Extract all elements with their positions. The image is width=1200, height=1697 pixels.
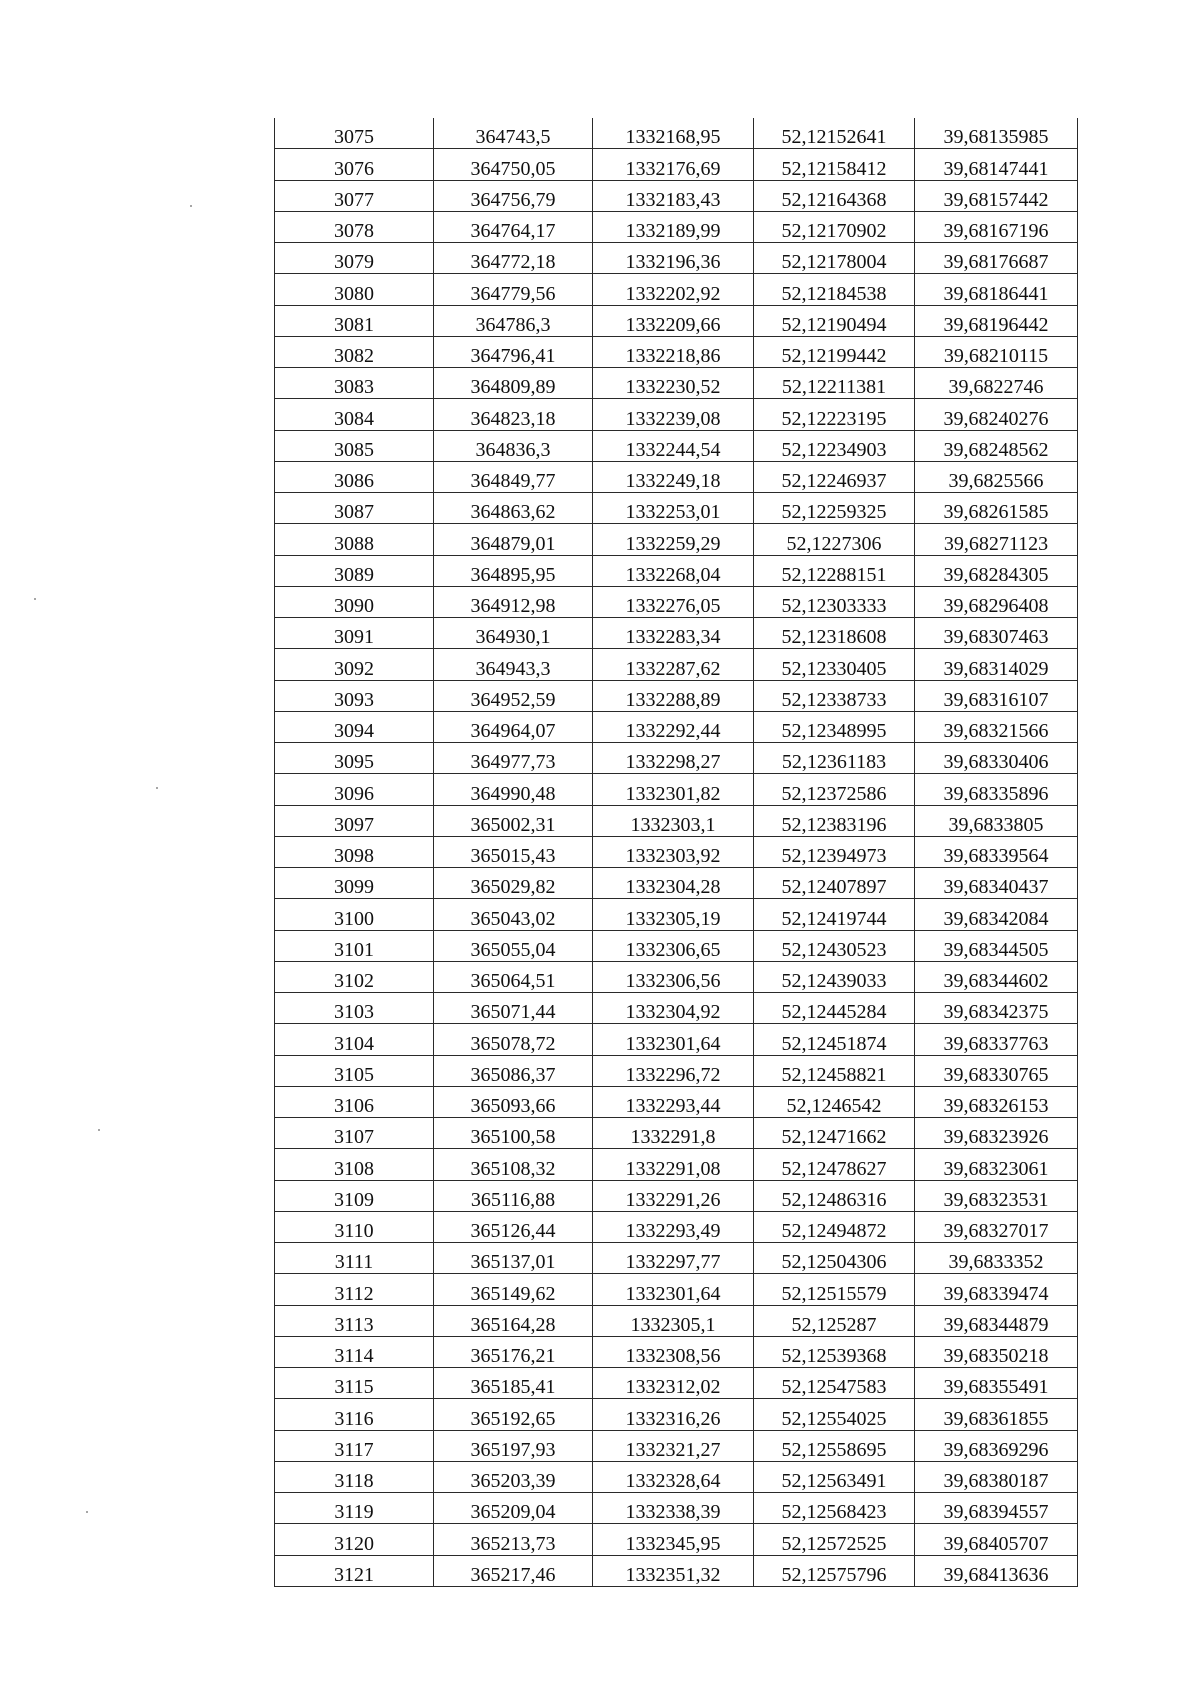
table-cell: 1332287,62 [593, 649, 754, 680]
table-cell: 1332189,99 [593, 211, 754, 242]
table-cell: 3108 [275, 1149, 434, 1180]
table-cell: 3086 [275, 461, 434, 492]
table-row [275, 180, 1078, 211]
table-cell: 3087 [275, 493, 434, 524]
table-cell: 364836,3 [434, 430, 593, 461]
table-cell: 1332308,56 [593, 1336, 754, 1367]
table-cell: 39,68344505 [915, 930, 1078, 961]
table-cell: 1332338,39 [593, 1493, 754, 1524]
table-cell: 364823,18 [434, 399, 593, 430]
table-cell: 39,6822746 [915, 368, 1078, 399]
table-cell: 39,68342375 [915, 993, 1078, 1024]
table-row [275, 1493, 1078, 1524]
table-cell: 39,68323926 [915, 1118, 1078, 1149]
table-cell: 1332291,26 [593, 1180, 754, 1211]
table-cell: 364743,5 [434, 118, 593, 149]
table-cell: 3121 [275, 1555, 434, 1586]
table-cell: 3115 [275, 1368, 434, 1399]
table-cell: 3120 [275, 1524, 434, 1555]
table-row [275, 1180, 1078, 1211]
table-cell: 365078,72 [434, 1024, 593, 1055]
table-cell: 3116 [275, 1399, 434, 1430]
table-cell: 39,68307463 [915, 618, 1078, 649]
table-cell: 365071,44 [434, 993, 593, 1024]
scan-speck [190, 205, 192, 207]
table-cell: 1332351,32 [593, 1555, 754, 1586]
table-cell: 1332196,36 [593, 243, 754, 274]
table-cell: 39,68210115 [915, 336, 1078, 367]
table-cell: 1332301,64 [593, 1274, 754, 1305]
table-cell: 39,68413636 [915, 1555, 1078, 1586]
table-row [275, 649, 1078, 680]
table-cell: 3077 [275, 180, 434, 211]
table-cell: 52,1246542 [754, 1086, 915, 1117]
table-cell: 39,68380187 [915, 1461, 1078, 1492]
table-cell: 3095 [275, 743, 434, 774]
table-cell: 3083 [275, 368, 434, 399]
table-row [275, 1336, 1078, 1367]
table-row [275, 1211, 1078, 1242]
scan-speck [86, 1511, 88, 1513]
scan-speck [98, 1129, 100, 1131]
table-cell: 52,12539368 [754, 1336, 915, 1367]
table-cell: 52,12303333 [754, 586, 915, 617]
table-cell: 1332253,01 [593, 493, 754, 524]
table-cell: 52,12471662 [754, 1118, 915, 1149]
table-cell: 1332293,44 [593, 1086, 754, 1117]
table-cell: 1332276,05 [593, 586, 754, 617]
table-cell: 52,12451874 [754, 1024, 915, 1055]
table-cell: 39,68344602 [915, 961, 1078, 992]
table-cell: 365100,58 [434, 1118, 593, 1149]
table-cell: 52,12504306 [754, 1243, 915, 1274]
table-row [275, 1274, 1078, 1305]
table-cell: 3101 [275, 930, 434, 961]
table-cell: 365192,65 [434, 1399, 593, 1430]
table-cell: 1332306,56 [593, 961, 754, 992]
table-cell: 52,12170902 [754, 211, 915, 242]
table-cell: 39,6833352 [915, 1243, 1078, 1274]
table-cell: 364779,56 [434, 274, 593, 305]
table-cell: 52,12190494 [754, 305, 915, 336]
table-cell: 52,12158412 [754, 149, 915, 180]
table-cell: 364849,77 [434, 461, 593, 492]
table-cell: 365093,66 [434, 1086, 593, 1117]
table-cell: 39,68340437 [915, 868, 1078, 899]
table-cell: 1332298,27 [593, 743, 754, 774]
table-cell: 52,12288151 [754, 555, 915, 586]
table-cell: 39,68361855 [915, 1399, 1078, 1430]
table-cell: 1332296,72 [593, 1055, 754, 1086]
table-cell: 3103 [275, 993, 434, 1024]
table-row [275, 555, 1078, 586]
table-cell: 3099 [275, 868, 434, 899]
table-cell: 39,68284305 [915, 555, 1078, 586]
table-cell: 3088 [275, 524, 434, 555]
table-row [275, 899, 1078, 930]
table-cell: 365197,93 [434, 1430, 593, 1461]
table-cell: 39,68405707 [915, 1524, 1078, 1555]
table-cell: 1332239,08 [593, 399, 754, 430]
table-row [275, 305, 1078, 336]
table-cell: 39,68167196 [915, 211, 1078, 242]
table-cell: 3118 [275, 1461, 434, 1492]
table-cell: 39,68335896 [915, 774, 1078, 805]
table-cell: 52,12246937 [754, 461, 915, 492]
table-cell: 39,6833805 [915, 805, 1078, 836]
table-cell: 1332305,19 [593, 899, 754, 930]
table-cell: 39,68147441 [915, 149, 1078, 180]
table-cell: 364879,01 [434, 524, 593, 555]
table-cell: 52,12478627 [754, 1149, 915, 1180]
table-cell: 1332328,64 [593, 1461, 754, 1492]
table-cell: 52,12558695 [754, 1430, 915, 1461]
table-cell: 3080 [275, 274, 434, 305]
table-cell: 365015,43 [434, 836, 593, 867]
table-cell: 39,68330406 [915, 743, 1078, 774]
table-row [275, 1461, 1078, 1492]
table-row [275, 961, 1078, 992]
table-row [275, 1243, 1078, 1274]
table-cell: 3094 [275, 711, 434, 742]
table-cell: 39,68350218 [915, 1336, 1078, 1367]
table-cell: 39,68330765 [915, 1055, 1078, 1086]
table-cell: 1332230,52 [593, 368, 754, 399]
table-cell: 39,68321566 [915, 711, 1078, 742]
table-row [275, 1086, 1078, 1117]
coordinates-table-body [275, 118, 1078, 1586]
table-cell: 3076 [275, 149, 434, 180]
table-cell: 3107 [275, 1118, 434, 1149]
table-cell: 3111 [275, 1243, 434, 1274]
table-row [275, 461, 1078, 492]
table-cell: 3078 [275, 211, 434, 242]
table-cell: 39,68337763 [915, 1024, 1078, 1055]
table-cell: 3075 [275, 118, 434, 149]
table-cell: 52,12394973 [754, 836, 915, 867]
table-cell: 52,12234903 [754, 430, 915, 461]
table-cell: 1332293,49 [593, 1211, 754, 1242]
table-cell: 1332321,27 [593, 1430, 754, 1461]
table-cell: 39,68135985 [915, 118, 1078, 149]
table-cell: 3106 [275, 1086, 434, 1117]
table-cell: 364863,62 [434, 493, 593, 524]
table-cell: 52,12330405 [754, 649, 915, 680]
table-cell: 52,12575796 [754, 1555, 915, 1586]
table-row [275, 618, 1078, 649]
table-cell: 39,68369296 [915, 1430, 1078, 1461]
table-cell: 52,12164368 [754, 180, 915, 211]
table-cell: 364990,48 [434, 774, 593, 805]
table-cell: 39,68248562 [915, 430, 1078, 461]
table-cell: 364912,98 [434, 586, 593, 617]
table-row [275, 243, 1078, 274]
table-cell: 39,68157442 [915, 180, 1078, 211]
table-cell: 365116,88 [434, 1180, 593, 1211]
table-cell: 1332244,54 [593, 430, 754, 461]
table-cell: 39,68240276 [915, 399, 1078, 430]
table-cell: 1332291,8 [593, 1118, 754, 1149]
table-cell: 52,12361183 [754, 743, 915, 774]
table-cell: 3102 [275, 961, 434, 992]
table-cell: 39,68355491 [915, 1368, 1078, 1399]
table-cell: 1332301,64 [593, 1024, 754, 1055]
table-cell: 3104 [275, 1024, 434, 1055]
table-cell: 1332249,18 [593, 461, 754, 492]
table-cell: 3109 [275, 1180, 434, 1211]
table-cell: 52,12568423 [754, 1493, 915, 1524]
table-row [275, 586, 1078, 617]
table-cell: 364796,41 [434, 336, 593, 367]
table-cell: 52,12554025 [754, 1399, 915, 1430]
table-cell: 3100 [275, 899, 434, 930]
table-cell: 52,12152641 [754, 118, 915, 149]
table-cell: 1332301,82 [593, 774, 754, 805]
table-cell: 52,12445284 [754, 993, 915, 1024]
table-cell: 3089 [275, 555, 434, 586]
table-cell: 1332259,29 [593, 524, 754, 555]
table-cell: 52,12439033 [754, 961, 915, 992]
table-cell: 3110 [275, 1211, 434, 1242]
table-cell: 52,1227306 [754, 524, 915, 555]
table-cell: 39,68327017 [915, 1211, 1078, 1242]
table-cell: 52,12223195 [754, 399, 915, 430]
table-cell: 39,68342084 [915, 899, 1078, 930]
table-cell: 365203,39 [434, 1461, 593, 1492]
table-cell: 1332306,65 [593, 930, 754, 961]
table-cell: 1332218,86 [593, 336, 754, 367]
table-cell: 52,12383196 [754, 805, 915, 836]
table-cell: 1332345,95 [593, 1524, 754, 1555]
table-cell: 3092 [275, 649, 434, 680]
table-row [275, 493, 1078, 524]
table-cell: 1332303,92 [593, 836, 754, 867]
table-row [275, 211, 1078, 242]
table-cell: 39,68261585 [915, 493, 1078, 524]
table-cell: 1332176,69 [593, 149, 754, 180]
table-cell: 52,12259325 [754, 493, 915, 524]
table-row [275, 274, 1078, 305]
table-cell: 39,68323531 [915, 1180, 1078, 1211]
table-row [275, 774, 1078, 805]
table-cell: 1332288,89 [593, 680, 754, 711]
table-cell: 3079 [275, 243, 434, 274]
table-cell: 3114 [275, 1336, 434, 1367]
table-cell: 1332209,66 [593, 305, 754, 336]
table-cell: 365213,73 [434, 1524, 593, 1555]
table-cell: 52,12572525 [754, 1524, 915, 1555]
table-cell: 365108,32 [434, 1149, 593, 1180]
table-cell: 365164,28 [434, 1305, 593, 1336]
table-cell: 365209,04 [434, 1493, 593, 1524]
table-cell: 52,12407897 [754, 868, 915, 899]
table-row [275, 836, 1078, 867]
table-cell: 39,68394557 [915, 1493, 1078, 1524]
table-row [275, 1118, 1078, 1149]
table-cell: 52,12338733 [754, 680, 915, 711]
table-cell: 1332268,04 [593, 555, 754, 586]
table-cell: 52,12348995 [754, 711, 915, 742]
table-row [275, 1149, 1078, 1180]
table-cell: 365149,62 [434, 1274, 593, 1305]
table-cell: 52,12372586 [754, 774, 915, 805]
table-cell: 364977,73 [434, 743, 593, 774]
table-cell: 39,68344879 [915, 1305, 1078, 1336]
table-cell: 365137,01 [434, 1243, 593, 1274]
table-cell: 1332183,43 [593, 180, 754, 211]
table-cell: 52,12178004 [754, 243, 915, 274]
table-cell: 364772,18 [434, 243, 593, 274]
table-cell: 1332202,92 [593, 274, 754, 305]
table-row [275, 1305, 1078, 1336]
table-cell: 39,68196442 [915, 305, 1078, 336]
table-row [275, 118, 1078, 149]
table-cell: 3098 [275, 836, 434, 867]
table-cell: 39,68316107 [915, 680, 1078, 711]
table-cell: 3105 [275, 1055, 434, 1086]
table-cell: 364895,95 [434, 555, 593, 586]
table-cell: 364764,17 [434, 211, 593, 242]
table-row [275, 1430, 1078, 1461]
table-cell: 364964,07 [434, 711, 593, 742]
table-cell: 52,12430523 [754, 930, 915, 961]
table-cell: 39,68339474 [915, 1274, 1078, 1305]
table-cell: 3093 [275, 680, 434, 711]
table-cell: 1332304,92 [593, 993, 754, 1024]
table-cell: 3082 [275, 336, 434, 367]
table-cell: 1332304,28 [593, 868, 754, 899]
table-cell: 39,6825566 [915, 461, 1078, 492]
table-cell: 365126,44 [434, 1211, 593, 1242]
table-row [275, 711, 1078, 742]
table-row [275, 743, 1078, 774]
table-cell: 39,68176687 [915, 243, 1078, 274]
table-cell: 39,68186441 [915, 274, 1078, 305]
table-cell: 365055,04 [434, 930, 593, 961]
table-cell: 1332305,1 [593, 1305, 754, 1336]
table-cell: 3097 [275, 805, 434, 836]
table-cell: 365086,37 [434, 1055, 593, 1086]
table-cell: 3117 [275, 1430, 434, 1461]
table-cell: 364756,79 [434, 180, 593, 211]
table-cell: 3091 [275, 618, 434, 649]
table-cell: 365029,82 [434, 868, 593, 899]
table-cell: 364930,1 [434, 618, 593, 649]
table-cell: 39,68314029 [915, 649, 1078, 680]
table-cell: 3084 [275, 399, 434, 430]
table-cell: 364750,05 [434, 149, 593, 180]
table-cell: 1332283,34 [593, 618, 754, 649]
scan-speck [34, 598, 36, 600]
table-cell: 365064,51 [434, 961, 593, 992]
table-cell: 52,12318608 [754, 618, 915, 649]
table-cell: 3096 [275, 774, 434, 805]
table-cell: 52,12184538 [754, 274, 915, 305]
table-row [275, 1524, 1078, 1555]
table-row [275, 336, 1078, 367]
table-row [275, 149, 1078, 180]
table-cell: 52,12494872 [754, 1211, 915, 1242]
coordinates-table [274, 118, 1078, 1587]
table-row [275, 1024, 1078, 1055]
table-row [275, 430, 1078, 461]
table-row [275, 868, 1078, 899]
table-cell: 3081 [275, 305, 434, 336]
table-cell: 1332168,95 [593, 118, 754, 149]
table-cell: 39,68271123 [915, 524, 1078, 555]
table-cell: 52,12547583 [754, 1368, 915, 1399]
table-row [275, 1399, 1078, 1430]
table-cell: 39,68339564 [915, 836, 1078, 867]
table-cell: 3119 [275, 1493, 434, 1524]
table-cell: 365176,21 [434, 1336, 593, 1367]
table-row [275, 1055, 1078, 1086]
table-cell: 39,68323061 [915, 1149, 1078, 1180]
table-cell: 365217,46 [434, 1555, 593, 1586]
table-cell: 1332292,44 [593, 711, 754, 742]
table-cell: 52,12563491 [754, 1461, 915, 1492]
table-cell: 52,125287 [754, 1305, 915, 1336]
table-cell: 3112 [275, 1274, 434, 1305]
table-cell: 1332312,02 [593, 1368, 754, 1399]
table-row [275, 930, 1078, 961]
table-cell: 52,12199442 [754, 336, 915, 367]
table-cell: 52,12486316 [754, 1180, 915, 1211]
table-cell: 52,12515579 [754, 1274, 915, 1305]
table-cell: 3090 [275, 586, 434, 617]
table-cell: 52,12458821 [754, 1055, 915, 1086]
table-cell: 365043,02 [434, 899, 593, 930]
table-cell: 3113 [275, 1305, 434, 1336]
table-cell: 1332291,08 [593, 1149, 754, 1180]
table-cell: 52,12211381 [754, 368, 915, 399]
table-cell: 1332297,77 [593, 1243, 754, 1274]
table-row [275, 399, 1078, 430]
table-cell: 39,68296408 [915, 586, 1078, 617]
table-cell: 1332303,1 [593, 805, 754, 836]
table-cell: 1332316,26 [593, 1399, 754, 1430]
table-cell: 52,12419744 [754, 899, 915, 930]
table-row [275, 805, 1078, 836]
table-row [275, 368, 1078, 399]
table-cell: 365185,41 [434, 1368, 593, 1399]
scan-speck [156, 787, 158, 789]
table-row [275, 1368, 1078, 1399]
table-cell: 364809,89 [434, 368, 593, 399]
table-row [275, 524, 1078, 555]
table-row [275, 1555, 1078, 1586]
table-cell: 3085 [275, 430, 434, 461]
table-cell: 364786,3 [434, 305, 593, 336]
table-cell: 365002,31 [434, 805, 593, 836]
table-cell: 364952,59 [434, 680, 593, 711]
table-row [275, 680, 1078, 711]
table-row [275, 993, 1078, 1024]
table-cell: 39,68326153 [915, 1086, 1078, 1117]
table-cell: 364943,3 [434, 649, 593, 680]
